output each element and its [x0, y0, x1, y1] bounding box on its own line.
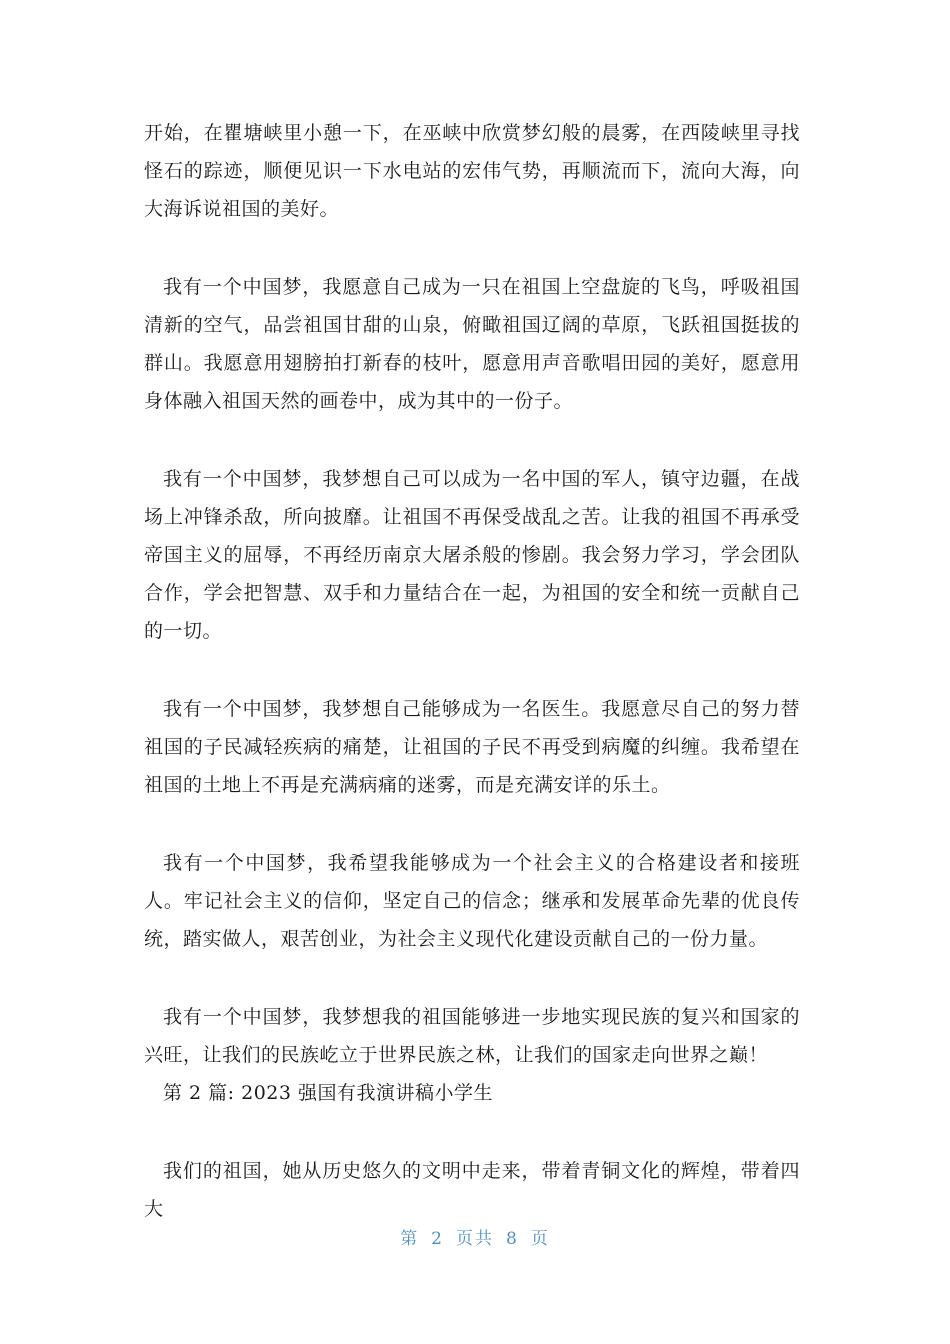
- paragraph-nation-rise: 我有一个中国梦，我梦想我的祖国能够进一步地实现民族的复兴和国家的兴旺，让我们的民族屹立于世界民族之林，让我们的国家走向世界之巅！: [144, 1006, 800, 1066]
- section-heading: 第 2 篇: 2023 强国有我演讲稿小学生: [163, 1082, 494, 1104]
- paragraph-doctor: 我有一个中国梦，我梦想自己能够成为一名医生。我愿意尽自己的努力替祖国的子民减轻疾病的痛楚，让祖国的子民不再受到病魔的纠缠。我希望在祖国的土地上不再是充满病痛的迷雾，而是充满安详的乐土。: [144, 698, 800, 796]
- footer-prefix: 第: [400, 1229, 420, 1249]
- paragraph-flying-bird: 我有一个中国梦，我愿意自己成为一只在祖国上空盘旋的飞鸟，呼吸祖国清新的空气，品尝祖国甘甜的山泉，俯瞰祖国辽阔的草原，飞跃祖国挺拔的群山。我愿意用翅膀拍打新春的枝叶，愿意用声音歌唱田园的美好，愿意用身体融入祖国天然的画卷中，成为其中的一份子。: [144, 276, 800, 412]
- paragraph-builder: 我有一个中国梦，我希望我能够成为一个社会主义的合格建设者和接班人。牢记社会主义的信仰，坚定自己的信念；继承和发展革命先辈的优良传统，踏实做人，艰苦创业，为社会主义现代化建设贡献自己的一份力量。: [144, 852, 800, 950]
- footer-page-number: 2: [431, 1229, 444, 1249]
- footer-middle: 页共: [456, 1229, 494, 1249]
- footer-suffix: 页: [530, 1229, 550, 1249]
- page-footer: [0, 1224, 950, 1249]
- paragraph-soldier: 我有一个中国梦，我梦想自己可以成为一名中国的军人，镇守边疆，在战场上冲锋杀敌，所向披靡。让祖国不再保受战乱之苦。让我的祖国不再承受帝国主义的屈辱，不再经历南京大屠杀般的惨剧。我会努力学习，学会团队合作，学会把智慧、双手和力量结合在一起，为祖国的安全和统一贡献自己的一切。: [144, 468, 800, 642]
- document-body: [144, 114, 800, 1228]
- paragraph-continuation: 开始，在瞿塘峡里小憩一下，在巫峡中欣赏梦幻般的晨雾，在西陵峡里寻找怪石的踪迹，顺便见识一下水电站的宏伟气势，再顺流而下，流向大海，向大海诉说祖国的美好。: [144, 122, 800, 220]
- footer-total-pages: 8: [506, 1229, 519, 1249]
- paragraph-motherland: 我们的祖国，她从历史悠久的文明中走来，带着青铜文化的辉煌，带着四大: [144, 1160, 800, 1220]
